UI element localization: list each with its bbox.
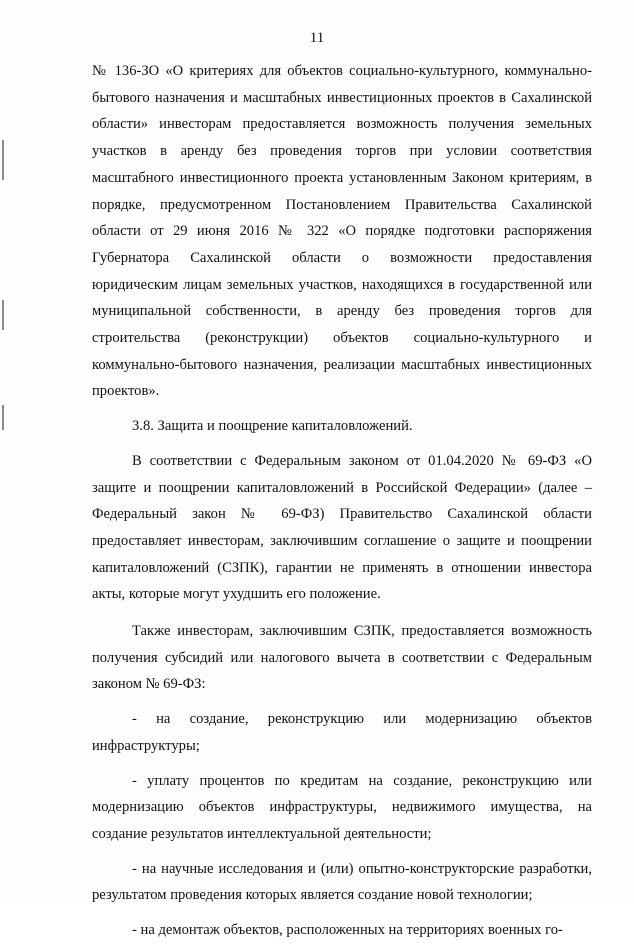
page-number: 11 (309, 30, 325, 46)
list-item-dismantling: - на демонтаж объектов, расположенных на территориях военных го- (132, 922, 563, 939)
section-heading-3-8: 3.8. Защита и поощрение капиталовложений. (132, 418, 413, 435)
scan-margin-mark (2, 140, 4, 180)
list-item-infrastructure: - на создание, реконструкцию или модернизацию объектов инфраструктуры; (92, 711, 592, 754)
list-item-interest: - уплату процентов по кредитам на создание, реконструкцию или модернизацию объектов инфраструктуры, недвижимого имущества, на создание результатов интеллектуальной деятельности; (92, 772, 592, 842)
paragraph-federal-law: В соответствии с Федеральным законом от 01.04.2020 № 69-ФЗ «О защите и поощрении капиталовложений в Российской Федерации» (далее – Федеральный закон № 69-ФЗ) Правительство Сахалинской области предоставляет инвесторам, заключившим соглашение о защите и поощрении капиталовложений (СЗПК), гарантии не применять в отношении инвестора акты, которые могут ухудшить его положение. (92, 452, 592, 603)
paragraph-subsidies: Также инвесторам, заключившим СЗПК, предоставляется возможность получения субсидий или налогового вычета в соответствии с Федеральным законом № 69-ФЗ: (92, 623, 592, 693)
scan-margin-mark (2, 300, 4, 330)
document-body (92, 58, 592, 944)
scan-margin-mark (2, 405, 4, 430)
paragraph-land-plots: № 136-ЗО «О критериях для объектов социально-культурного, коммунально-бытового назначения и масштабных инвестиционных проектов в Сахалинской области» инвесторам предоставляется возможность получения земельных участков в аренду без проведения торгов при условии соответствия масштабного инвестиционного проекта установленным Законом критериям, в порядке, предусмотренном Постановлением Правительства Сахалинской области от 29 июня 2016 № 322 «О порядке подготовки распоряжения Губернатора Сахалинской области о возможности предоставления юридическим лицам земельных участков, находящихся в государственной или муниципальной собственности, в аренду без проведения торгов для строительства (реконструкции) объектов социально-культурного и коммунально-бытового назначения, реализации масштабных инвестиционных проектов». (92, 63, 592, 400)
list-item-research: - на научные исследования и (или) опытно-конструкторские разработки, результатом проведения которых является создание новой технологии; (92, 860, 592, 904)
